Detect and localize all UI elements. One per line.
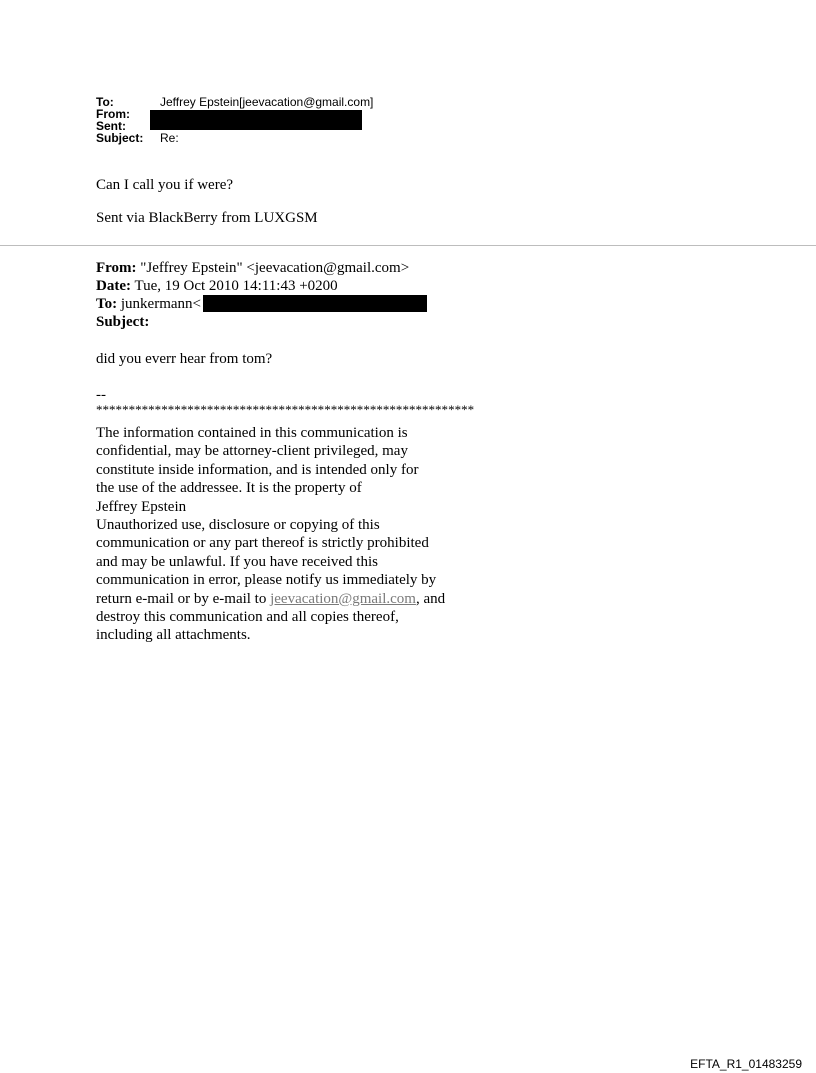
redaction-box-from — [150, 110, 362, 130]
original-date-label: Date: — [96, 278, 131, 294]
original-to-row — [96, 295, 201, 313]
disclaimer-link-line — [96, 590, 445, 608]
original-from-value: "Jeffrey Epstein" <jeevacation@gmail.com> — [140, 260, 410, 276]
original-subject-label: Subject: — [96, 314, 150, 330]
disclaimer-line: The information contained in this communication is — [96, 425, 408, 441]
disclaimer-line: including all attachments. — [96, 627, 251, 644]
disclaimer-line: communication or any part thereof is strictly prohibited — [96, 535, 429, 552]
header-to-value: Jeffrey Epstein[jeevacation@gmail.com] — [160, 95, 374, 109]
original-date-row — [96, 277, 338, 295]
disclaimer-line: communication in error, please notify us immediately by — [96, 572, 437, 589]
header-to-label: To: — [96, 95, 114, 109]
disclaimer-line: the use of the addressee. It is the property of — [96, 480, 362, 497]
disclaimer-line: Jeffrey Epstein — [96, 498, 187, 515]
document-id: EFTA_R1_01483259 — [690, 1057, 802, 1071]
redaction-box-to — [203, 295, 427, 312]
disclaimer-link-prefix: return e-mail or by e-mail to — [96, 590, 271, 607]
original-to-value: junkermann< — [120, 296, 201, 312]
email-link[interactable]: jeevacation@gmail.com — [270, 590, 416, 607]
asterisk-separator: ********************************************************** — [96, 402, 475, 417]
original-date-value: Tue, 19 Oct 2010 14:11:43 +0200 — [134, 278, 338, 294]
disclaimer-line: constitute inside information, and is intended only for — [96, 461, 419, 478]
original-subject-row — [96, 313, 149, 331]
original-to-label: To: — [96, 296, 118, 312]
header-subject-value: Re: — [160, 131, 179, 145]
header-sent-label: Sent: — [96, 119, 126, 133]
disclaimer-line: destroy this communication and all copies thereof, — [96, 609, 399, 626]
disclaimer-line: confidential, may be attorney-client privileged, may — [96, 443, 408, 460]
disclaimer-line: and may be unlawful. If you have received this — [96, 553, 378, 570]
reply-body: Can I call you if were? — [96, 177, 234, 193]
original-from-label: From: — [96, 260, 137, 276]
disclaimer-link-suffix: , and — [415, 590, 446, 607]
confidentiality-disclaimer — [96, 424, 445, 645]
original-from-row — [96, 259, 409, 277]
signature-dashes: -- — [96, 387, 106, 403]
header-from-label: From: — [96, 107, 130, 121]
reply-signature: Sent via BlackBerry from LUXGSM — [96, 210, 318, 226]
disclaimer-line: Unauthorized use, disclosure or copying of this — [96, 517, 380, 534]
original-body: did you everr hear from tom? — [96, 351, 273, 367]
header-subject-label: Subject: — [96, 131, 144, 145]
divider-line — [0, 245, 816, 246]
